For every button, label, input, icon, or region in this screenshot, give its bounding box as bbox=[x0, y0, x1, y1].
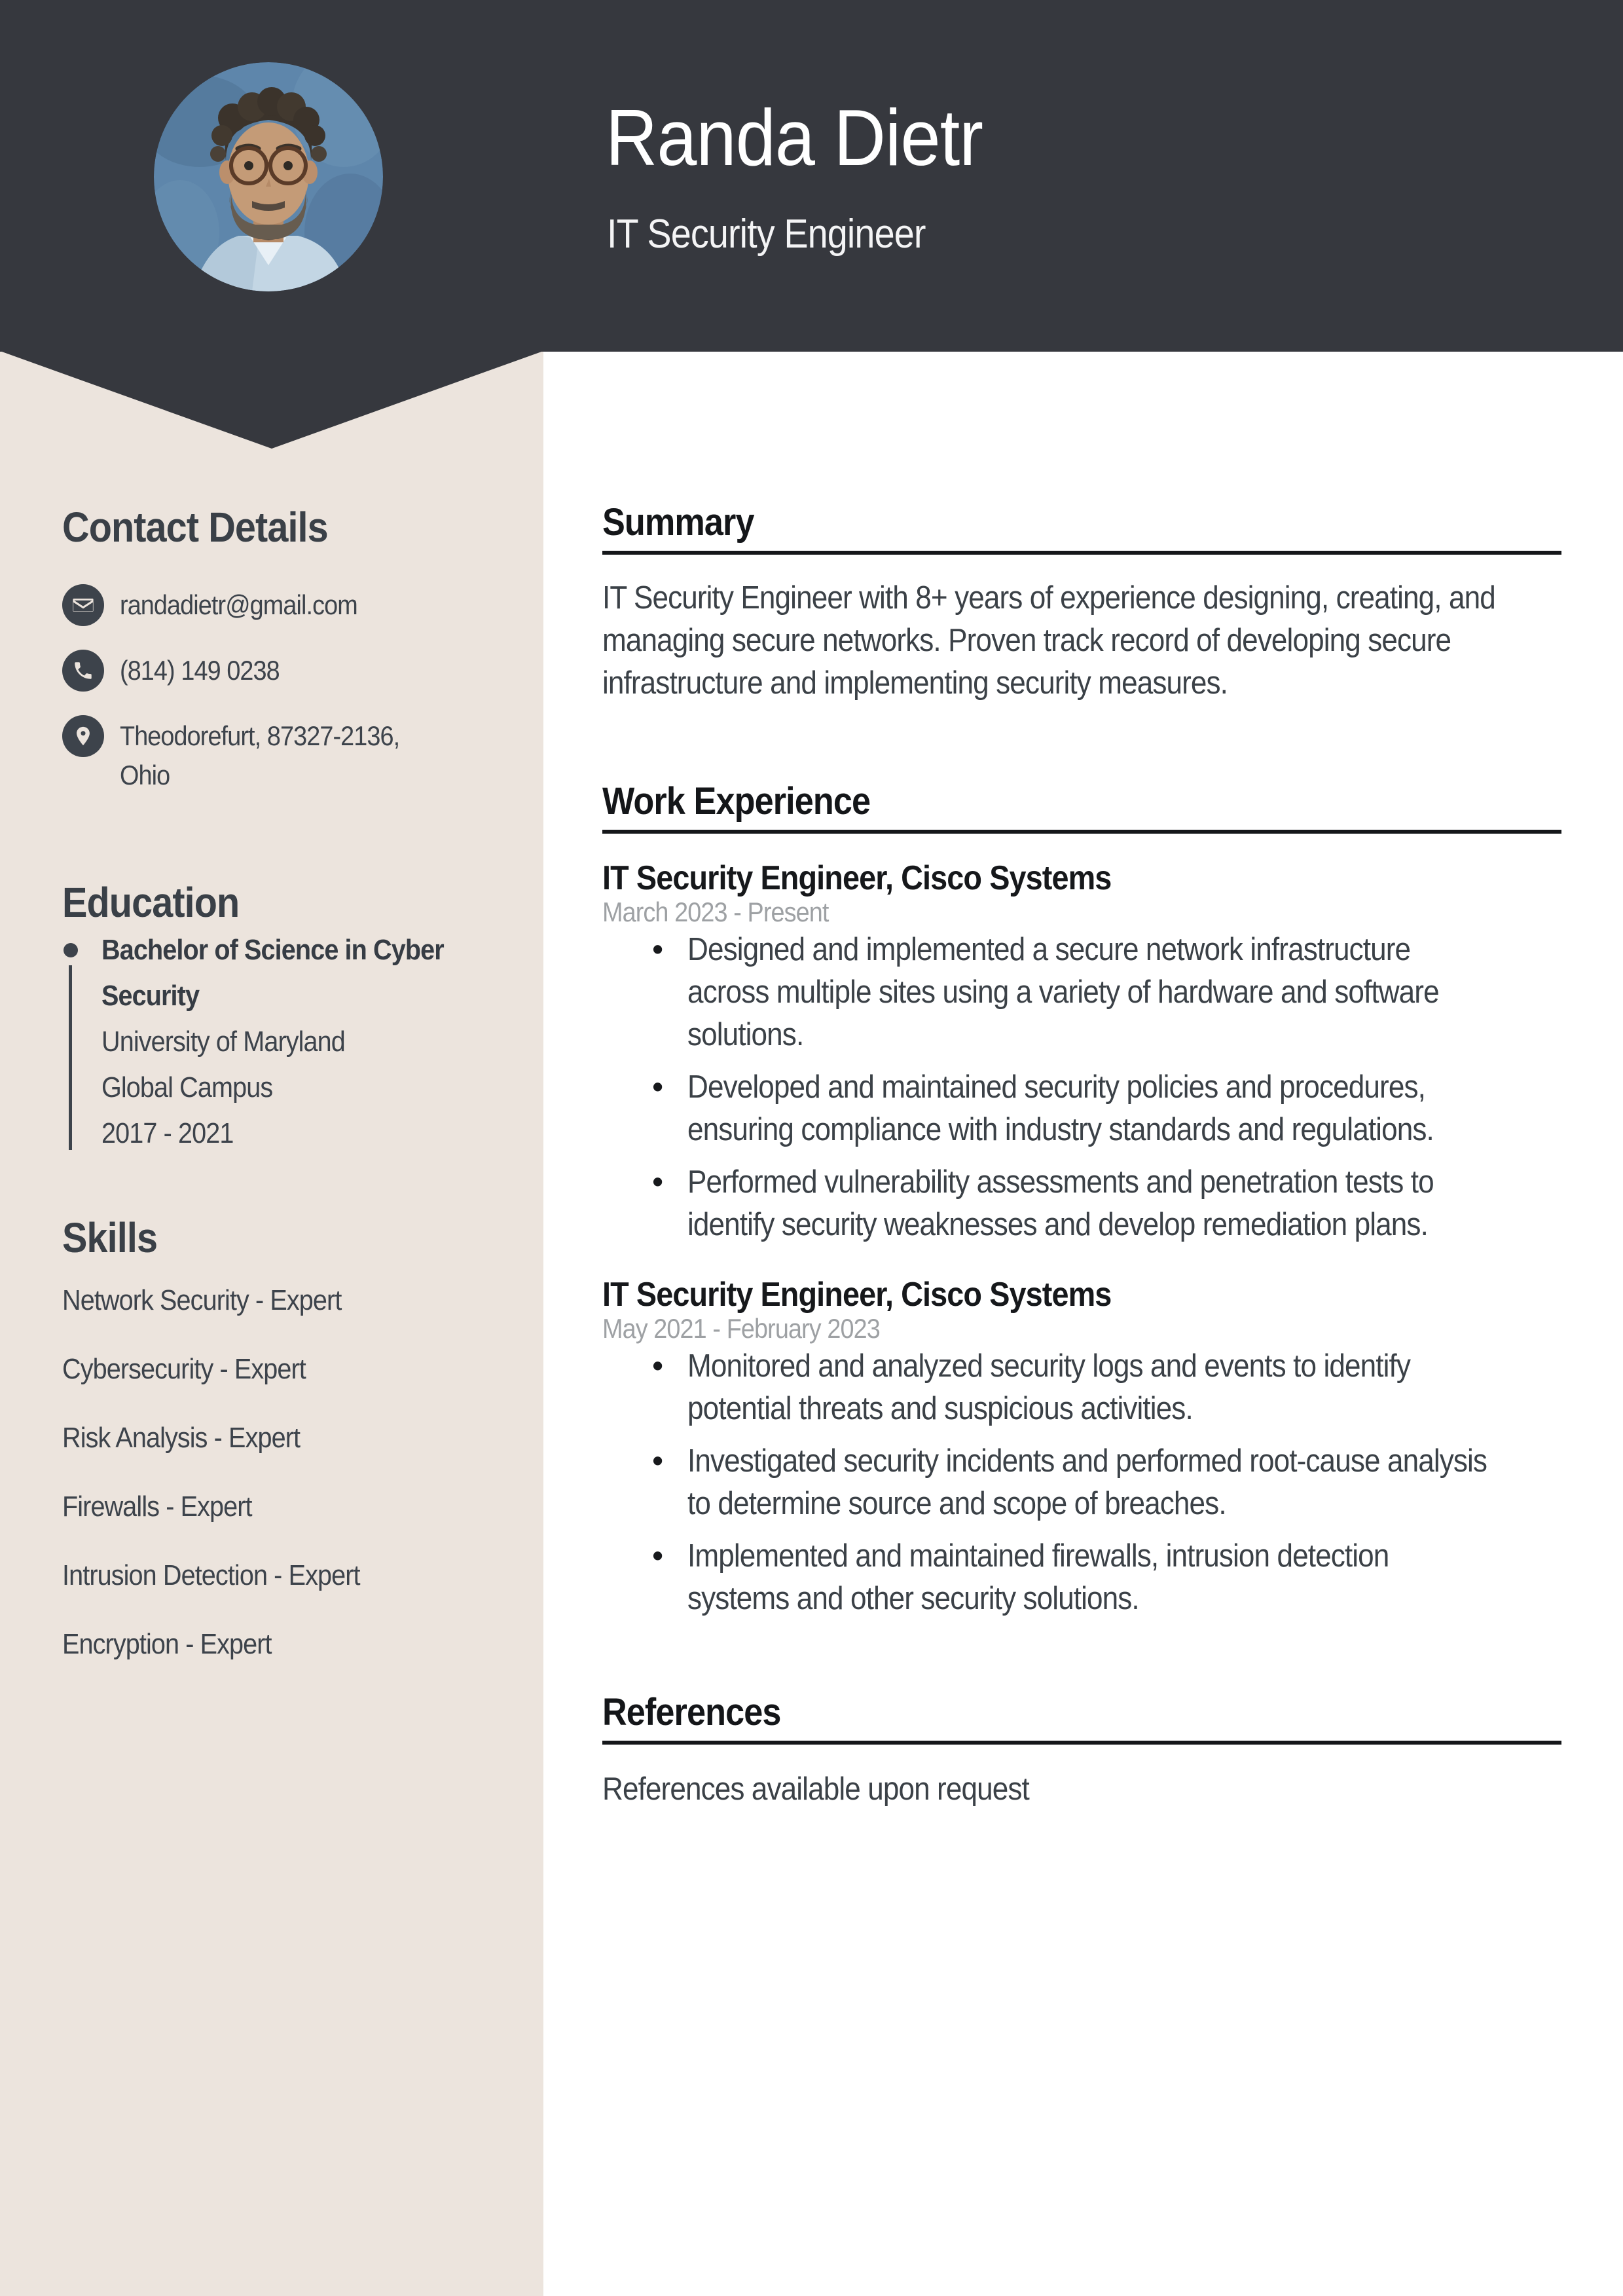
job-title: IT Security Engineer, Cisco Systems bbox=[602, 1276, 1112, 1314]
bullet-dot-icon: • bbox=[652, 1443, 664, 1479]
job-title: IT Security Engineer, Cisco Systems bbox=[602, 859, 1112, 897]
location-pin-icon bbox=[62, 715, 104, 757]
references-rule bbox=[602, 1741, 1561, 1745]
bullet-dot-icon: • bbox=[652, 1069, 664, 1105]
job-bullets bbox=[602, 929, 1561, 1246]
candidate-job-title: IT Security Engineer bbox=[607, 212, 926, 257]
bullet-item: • Monitored and analyzed security logs and events to identify potential threats and suspicious activities. bbox=[652, 1345, 1561, 1430]
bullet-dot-icon: • bbox=[652, 1538, 664, 1574]
education-degree: Bachelor of Science in Cyber Security bbox=[101, 934, 444, 1012]
contact-section bbox=[62, 502, 494, 819]
job-dates: March 2023 - Present bbox=[602, 897, 829, 927]
bullet-dot-icon: • bbox=[652, 1164, 664, 1200]
education-entry bbox=[62, 927, 494, 1157]
contact-rows bbox=[62, 584, 494, 795]
contact-heading: Contact Details bbox=[62, 504, 328, 551]
skill-item: Network Security - Expert bbox=[62, 1284, 342, 1316]
timeline-line bbox=[69, 965, 72, 1150]
skill-item: Cybersecurity - Expert bbox=[62, 1353, 306, 1385]
references-heading: References bbox=[602, 1691, 781, 1733]
timeline-dot-icon bbox=[64, 943, 78, 957]
job-entry bbox=[602, 1277, 1561, 1620]
skills-section bbox=[62, 1213, 494, 1697]
summary-heading: Summary bbox=[602, 501, 754, 544]
bullet-item: • Developed and maintained security policies and procedures, ensuring compliance with industry standards and regulations. bbox=[652, 1066, 1561, 1151]
skill-item: Risk Analysis - Expert bbox=[62, 1422, 301, 1454]
skills-list bbox=[62, 1284, 494, 1661]
email-icon bbox=[62, 584, 104, 626]
bullet-item: • Investigated security incidents and performed root-cause analysis to determine source and scope of breaches. bbox=[652, 1440, 1561, 1525]
contact-row-email bbox=[62, 584, 494, 626]
bullet-dot-icon: • bbox=[652, 932, 664, 967]
location-value: Theodorefurt, 87327-2136, Ohio bbox=[120, 720, 400, 790]
experience-heading: Work Experience bbox=[602, 780, 871, 823]
job-entry bbox=[602, 861, 1561, 1246]
contact-row-phone bbox=[62, 650, 494, 692]
profile-photo bbox=[154, 62, 383, 291]
skill-item: Firewalls - Expert bbox=[62, 1491, 252, 1523]
skill-item: Encryption - Expert bbox=[62, 1628, 272, 1660]
references-section bbox=[602, 1690, 1561, 1811]
experience-rule bbox=[602, 830, 1561, 834]
references-text: References available upon request bbox=[602, 1771, 1029, 1807]
skill-item: Intrusion Detection - Expert bbox=[62, 1559, 360, 1591]
education-heading: Education bbox=[62, 879, 240, 926]
candidate-name: Randa Dietr bbox=[606, 93, 983, 182]
job-bullets bbox=[602, 1345, 1561, 1620]
email-link[interactable]: randadietr@gmail.com bbox=[120, 589, 357, 620]
bullet-item: • Performed vulnerability assessments and penetration tests to identify security weaknesses and develop remediation plans. bbox=[652, 1161, 1561, 1246]
experience-section bbox=[602, 779, 1561, 1630]
summary-rule bbox=[602, 551, 1561, 555]
bullet-item: • Implemented and maintained firewalls, intrusion detection systems and other security solutions. bbox=[652, 1535, 1561, 1620]
phone-value: (814) 149 0238 bbox=[120, 655, 280, 686]
education-school: University of Maryland Global Campus bbox=[101, 1026, 345, 1103]
summary-section bbox=[602, 500, 1561, 705]
summary-text: IT Security Engineer with 8+ years of experience designing, creating, and managing secure networks. Proven track record of developing secure infrastructure and implementing security measures. bbox=[602, 580, 1495, 701]
job-dates: May 2021 - February 2023 bbox=[602, 1313, 880, 1344]
education-section bbox=[62, 878, 494, 1157]
bullet-item: • Designed and implemented a secure network infrastructure across multiple sites using a variety of hardware and software solutions. bbox=[652, 929, 1561, 1056]
contact-row-location bbox=[62, 715, 494, 795]
bullet-dot-icon: • bbox=[652, 1348, 664, 1384]
skills-heading: Skills bbox=[62, 1214, 158, 1261]
education-years: 2017 - 2021 bbox=[101, 1117, 234, 1149]
phone-icon bbox=[62, 650, 104, 692]
